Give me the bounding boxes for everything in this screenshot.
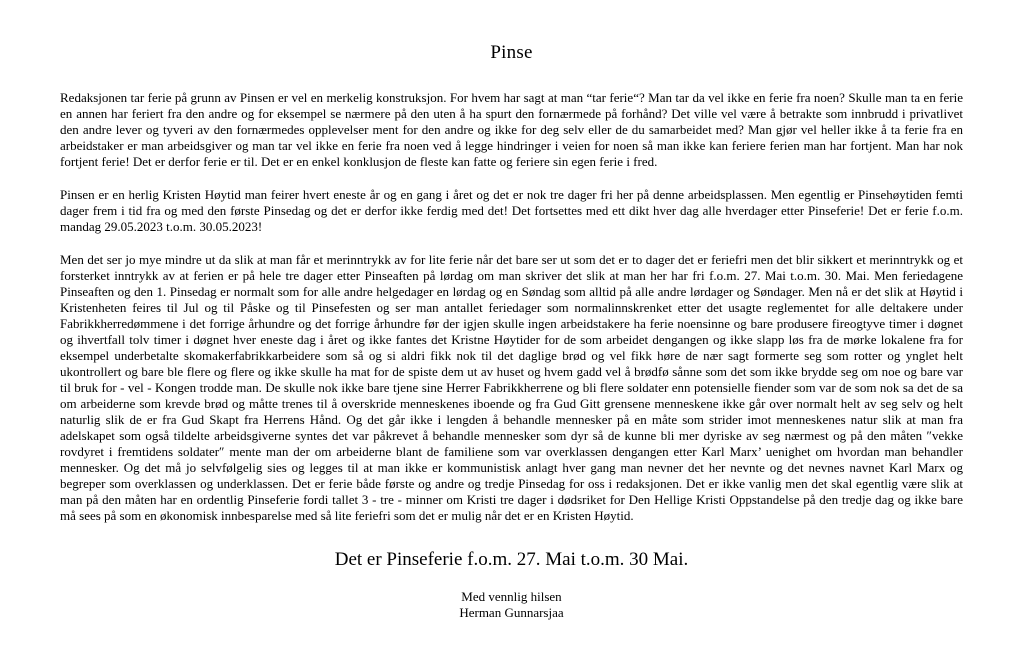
page-title: Pinse (490, 42, 533, 63)
paragraph-redaksjonen-tar-ferie: Redaksjonen tar ferie på grunn av Pinsen er vel en merkelig konstruksjon. For hvem har sagt at man “tar ferie“? Man tar da vel ikke en ferie fra noen? Skulle man ta en ferie en annen har feriert fra den andre og for eksempel se nærmere på den uten å ha spurt den fornærmede på forhånd? Det ville vel være å betrakte som innbrudd i privatlivet den andre lever og tyveri av den fornærmedes opplevelser ment for den andre og ikke for deg selv eller de du samarbeidet med? Man gjør vel heller ikke å ta ferie fra en arbeidstaker er man arbeidsgiver og man tar vel ikke en ferie fra noen ved å legge hindringer i veien for noen så man ikke kan feriere ferien man har fortjent. Man har nok fortjent ferie! Det er derfor ferie er til. Det er en enkel konklusjon de fleste kan fatte og feriere sin egen ferie i fred. (60, 90, 963, 169)
paragraph-feriedager-historie: Men det ser jo mye mindre ut da slik at man får et merinntrykk av for lite ferie når det bare ser ut som det er to dager det er feriefri men det blir sikkert et merinntrykk og et forsterket inntrykk av at ferien er på hele tre dager etter Pinseaften på lørdag om man skriver det slik at man her har fri f.o.m. 27. Mai t.o.m. 30. Mai. Men feriedagene Pinseaften og den 1. Pinsedag er normalt som for alle andre helgedager en lørdag og en Søndag som alltid på alle andre lørdager og Søndager. Men nå er det slik at Høytid i Kristenheten feires til Jul og til Påske og til Pinsefesten og ser man antallet feriedager som normalinnskrenket etter det usagte reglementet for alle deltakere under Fabrikkherredømmene i det forrige århundre og det forrige århundre før der igjen skulle ingen arbeidstakere ha ferie noensinne og bare produsere fireogtyve timer i døgnet og ihvertfall tolv timer i døgnet hver eneste dag i året og ikke fantes det Kristne Høytider for de som arbeidet dengangen og ikke slapp løs fra de mørke lokalene fra for eksempel underbetalte skomakerfabrikkarbeidere som så og si aldri fikk nok til det daglige brød og vel fikk høre de nær sagt formerte seg som rotter og ynglet helt ukontrollert og bare ble flere og flere og ikke skulle ha mat for de spiste dem ut av huset og hvem gadd vel å brødfø sånne som det som ikke brydde seg om noe og bare var til bruk for - vel - Kongen trodde man. De skulle nok ikke bare tjene sine Herrer Fabrikkherrene og bli flere soldater enn potensielle fiender som var de som nok sa det de sa om arbeiderne som krevde brød og måtte trenes til å overskride menneskenes iboende og fra Gud Gitt grensene menneskene ikke går over normalt helt av seg selv og helt naturlig slik de er fra Gud Skapt fra Herrens Hånd. Og det går ikke i lengden å behandle mennesker på en måte som strider imot menneskenes natur slik at man fra adelskapet som også tildelte arbeidsgiverne syntes det var påkrevet å behandle mennesker som dyr så de kunne bli mer dyriske av seg nærmest og på den måten ″vekke rovdyret i fremtidens soldater″ mente man der om arbeiderne blant de familiene som var overklassen dengangen etter Karl Marx’ uenighet om hvordan man behandler mennesker. Og det må jo selvfølgelig sies og legges til at man ikke er kommunistisk anlagt hver gang man nevner det her nevnte og det nevnes navnet Karl Marx og begreper som overklassen og underklassen. Det er ferie både første og andre og tredje Pinsedag for oss i redaksjonen. Det er ikke vanlig men det skal egentlig være slik at man på den måten har en ordentlig Pinseferie fordi tallet 3 - tre - minner om Kristi tre dager i dødsriket for Den Hellige Kristi Oppstandelse på den tredje dag og ikke bare må sees på som en økonomisk innbesparelse med så lite feriefri som det er mulig når det er en Kristen Høytid. (60, 252, 963, 523)
closing-block (60, 589, 963, 621)
paragraph-pinsen-hoytid: Pinsen er en herlig Kristen Høytid man feirer hvert eneste år og en gang i året og det er nok tre dager fri her på denne arbeidsplassen. Men egentlig er Pinsehøytiden femti dager frem i tid fra og med den første Pinsedag og det er derfor ikke ferdig med det! Det fortsettes med ett dikt hver dag alle hverdager etter Pinseferie! Det er ferie f.o.m. mandag 29.05.2023 t.o.m. 30.05.2023! (60, 187, 963, 234)
closing-salutation: Med vennlig hilsen (461, 589, 562, 604)
pinseferie-statement: Det er Pinseferie f.o.m. 27. Mai t.o.m. 30 Mai. (334, 549, 689, 570)
closing-signature: Herman Gunnarsjaa (459, 605, 564, 620)
